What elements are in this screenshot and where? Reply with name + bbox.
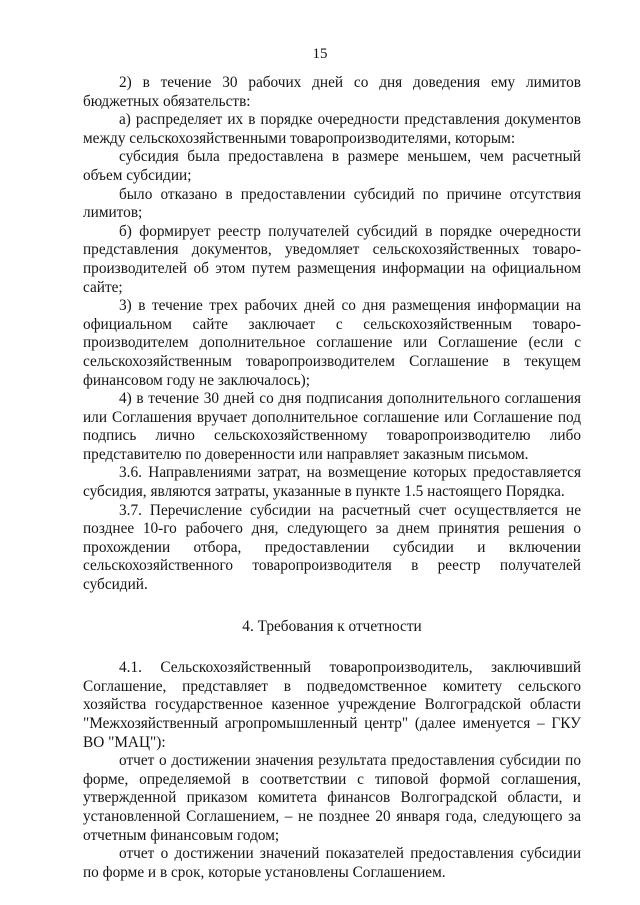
paragraph-report-result: отчет о достижении значения результата предоставления субсидии по форме, определяемой в соответствии с типовой формой соглашения, утвержденной приказом комитета финансов Волгоградской области, и установленной Соглашением, – не позднее 20 января года, следующего за отчетным финансовым годом; [83,752,581,844]
paragraph-clause-2b: б) формирует реестр получателей субсидий в порядке очередности представления документов, уведомляет сельскохозяйственных товаро-производителей об этом путем размещения информации на официальном сайте; [83,222,581,296]
paragraph-4-1: 4.1. Сельскохозяйственный товаропроизводитель, заключивший Соглашение, представляет в подведомственное комитету сельского хозяйства государственное казенное учреждение Волгоградской области "Межхозяйственный агропромышленный центр" (далее именуется – ГКУ ВО "МАЦ"): [83,659,581,751]
section-heading: 4. Требования к отчетности [242,617,422,635]
paragraph-refused: было отказано в предоставлении субсидий по причине отсутствия лимитов; [83,185,581,222]
paragraph-clause-4: 4) в течение 30 дней со дня подписания дополнительного соглашения или Соглашения вручает дополнительное соглашение или Соглашение под подпись лично сельскохозяйственному товаропроизводителю либо представителю по доверенности или направляет заказным письмом. [83,390,581,463]
document-body [83,74,581,882]
paragraph-subsidy-less: субсидия была предоставлена в размере меньшем, чем расчетный объем субсидии; [83,148,581,184]
paragraph-clause-2a: а) распределяет их в порядке очередности представления документов между сельскохозяйственными товаропроизводителями, которым: [83,111,581,147]
paragraph-clause-2: 2) в течение 30 рабочих дней со дня доведения ему лимитов бюджетных обязательств: [83,74,581,110]
paragraph-3-7: 3.7. Перечисление субсидии на расчетный счет осуществляется не позднее 10-го рабочего дня, следующего за днем принятия решения о прохождении отбора, предоставлении субсидии и включении сельскохозяйственного товаропроизводителя в реестр получателей субсидий. [83,501,581,594]
page-number: 15 [312,46,328,62]
paragraph-3-6: 3.6. Направлениями затрат, на возмещение которых предоставляется субсидия, являются затраты, указанные в пункте 1.5 настоящего Порядка. [83,464,581,501]
paragraph-report-indicators: отчет о достижении значений показателей предоставления субсидии по форме и в срок, которые установлены Соглашением. [83,845,581,881]
paragraph-clause-3: 3) в течение трех рабочих дней со дня размещения информации на официальном сайте заключает с сельскохозяйственным товаро-производителем дополнительное соглашение или Соглашение (если с сельскохозяйственным товаропроизводителем Соглашение в текущем финансовом году не заключалось); [83,297,581,389]
